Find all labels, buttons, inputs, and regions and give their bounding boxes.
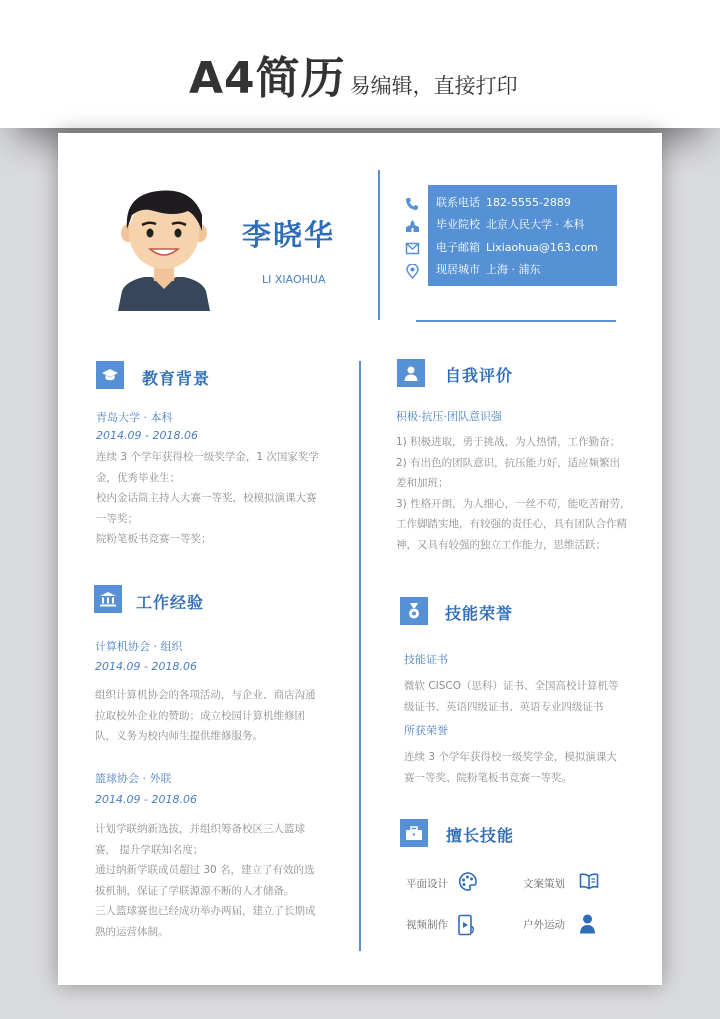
self-eval-subtitle: 积极·抗压·团队意识强 bbox=[396, 410, 502, 423]
skill-label: 户外运动 bbox=[523, 919, 565, 931]
header-banner bbox=[0, 0, 720, 128]
skill-label: 平面设计 bbox=[406, 878, 448, 890]
banner-title bbox=[189, 42, 518, 106]
education-date: 2014.09 - 2018.06 bbox=[96, 429, 198, 442]
avatar bbox=[114, 185, 214, 311]
job-details: 组织计算机协会的各项活动，与企业、商店沟通 拉取校外企业的赞助；成立校园计算机维修团 队，义务为校内师生提供维修服务。 bbox=[95, 689, 316, 742]
book-icon bbox=[579, 872, 599, 890]
candidate-name-en: LI XIAOHUA bbox=[262, 273, 326, 286]
self-eval-details: 1) 积极进取，勇于挑战，为人热情，工作勤奋； 2) 有出色的团队意识，抗压能力好，适应频繁出 差和加班； 3) 性格开朗，为人细心，一丝不苟，能吃苦耐劳， 工作脚踏实地，有较强的责任心，具有团队合作精 神，又具有较强的独立工作能力，思维活跃； bbox=[396, 436, 631, 551]
contact-icons bbox=[402, 193, 422, 282]
graduation-cap-icon bbox=[96, 361, 124, 389]
phone-icon bbox=[402, 193, 422, 215]
job-details: 计划学联纳新选拔，并组织筹备校区三人篮球 赛， 提升学联知名度； 通过纳新学联成员超过 30 名，建立了有效的选 拔机制，保证了学联源源不断的人才储备。 三人篮球赛也已经成功举办两届，建立了长期成 熟的运营体制。 bbox=[95, 823, 316, 938]
resume-page bbox=[58, 133, 662, 985]
medal-icon bbox=[400, 597, 428, 625]
contact-city: 现居城市 上海 · 浦东 bbox=[436, 262, 541, 276]
job-org: 计算机协会 · 组织 bbox=[95, 640, 183, 653]
contact-school: 毕业院校 北京人民大学 · 本科 bbox=[436, 218, 585, 232]
palette-icon bbox=[457, 871, 478, 892]
section-title-work: 工作经验 bbox=[136, 593, 205, 612]
honors-award-details: 连续 3 个学年获得校一级奖学金，模拟演课大 赛一等奖、院粉笔板书竞赛一等奖。 bbox=[404, 751, 617, 784]
divider-vertical-main bbox=[359, 361, 361, 951]
banner-title-main: A4简历 bbox=[189, 53, 346, 104]
divider-vertical-top bbox=[378, 170, 380, 320]
briefcase-icon bbox=[400, 819, 428, 847]
honors-award-title: 所获荣誉 bbox=[404, 724, 448, 737]
section-title-skills: 擅长技能 bbox=[446, 826, 515, 845]
skill-label: 文案策划 bbox=[523, 878, 565, 890]
job-date: 2014.09 - 2018.06 bbox=[95, 660, 197, 673]
mail-icon bbox=[402, 238, 422, 260]
person-icon bbox=[579, 913, 596, 934]
education-details: 连续 3 个学年获得校一级奖学金，1 次国家奖学 金，优秀毕业生； 校内金话筒主持人大赛一等奖，校模拟演课大赛 一等奖； 院粉笔板书竞赛一等奖； bbox=[96, 451, 319, 545]
section-title-honors: 技能荣誉 bbox=[445, 604, 514, 623]
contact-email: 电子邮箱 Lixiaohua@163.com bbox=[436, 240, 598, 254]
education-school: 青岛大学 · 本科 bbox=[96, 411, 173, 424]
location-icon bbox=[402, 260, 422, 282]
contact-phone: 联系电话 182-5555-2889 bbox=[436, 196, 571, 209]
institution-icon bbox=[94, 585, 122, 613]
skill-label: 视频制作 bbox=[406, 919, 448, 931]
section-title-education: 教育背景 bbox=[142, 369, 211, 388]
user-badge-icon bbox=[397, 359, 425, 387]
honors-cert-details: 微软 CISCO（思科）证书、全国高校计算机等 级证书、英语四级证书、英语专业四级证书 bbox=[404, 680, 619, 713]
banner-title-sub: 易编辑，直接打印 bbox=[349, 74, 518, 98]
job-org: 篮球协会 · 外联 bbox=[95, 772, 172, 785]
school-icon bbox=[402, 215, 422, 237]
contact-info-box bbox=[428, 185, 617, 286]
section-title-self-eval: 自我评价 bbox=[445, 366, 514, 385]
candidate-name: 李晓华 bbox=[242, 218, 336, 252]
video-phone-icon bbox=[457, 914, 476, 936]
divider-horizontal bbox=[416, 320, 616, 322]
job-date: 2014.09 - 2018.06 bbox=[95, 793, 197, 806]
honors-cert-title: 技能证书 bbox=[404, 653, 448, 666]
